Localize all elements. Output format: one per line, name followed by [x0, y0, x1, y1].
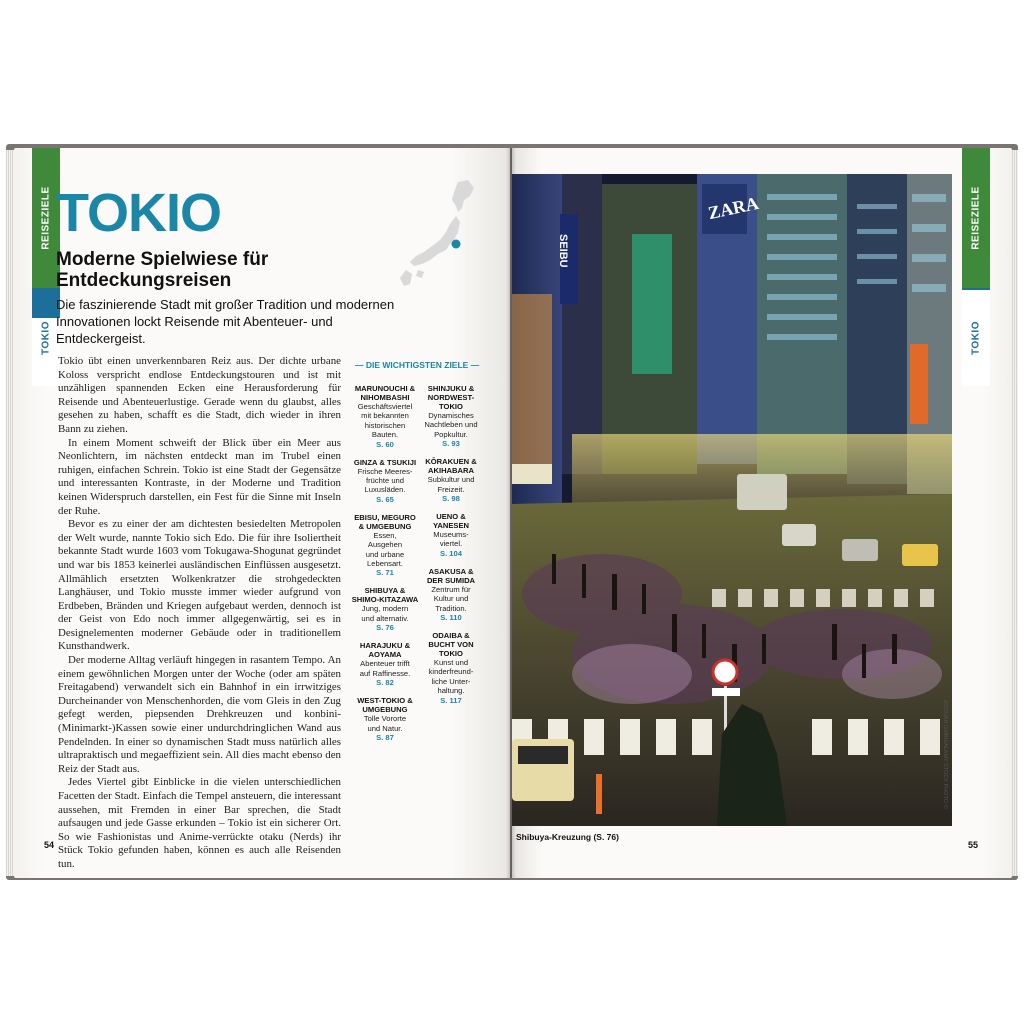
page-edges-left [6, 150, 14, 876]
highlight-page-link[interactable]: S. 117 [440, 695, 462, 705]
page-number-left: 54 [44, 840, 55, 850]
paragraph: Bevor es zu einer der am dichtesten besiedelten Metropolen der Welt wurde, nannte Tokio sich Edo. Die für ihre Isoliertheit bekannte Stadt wurde 1603 vom Tokugawa-Shogunat gegründet und war bis 1853 keinerlei ausländischen Einflüssen ausgesetzt. Allmählich ersetzten Wolkenkratzer die strohgedeckten Langhäuser, und Tokio musste immer wieder aufgrund von Erdbeben, Bränden und Kriegen aufgebaut werden, dennoch ist der Geist von Edo noch immer allgegenwärtig, sei es in Designelementen moderner Gebäude oder in traditionellem Kunsthandwerk. [58, 518, 341, 653]
highlight-desc: Jung, modern und alternativ. [361, 604, 409, 623]
highlight-page-link[interactable]: S. 60 [376, 439, 394, 449]
paragraph: In einem Moment schweift der Blick über ein Meer aus Neonlichtern, im nächsten entdeckt man im Trubel einen ruhigen, einfachen Schrein. Tokio ist eine Stadt der Gegensätze und interessanten Kontraste, in der Moderne und Tradition keinen Widerspruch darstellen, ein Fest für die Sinne mit Inseln der Ruhe. [58, 436, 341, 517]
highlight-desc: Tolle Vororte und Natur. [363, 714, 407, 733]
paragraph: Der moderne Alltag verläuft hingegen in rasantem Tempo. An einem gewöhnlichen Morgen unter der Woche (oder am späten Freitagabend) verwandelt sich ein Bahnhof in ein irrwitziges Durcheinander von Menschenhorden, die vom Gleis in den Zug gefegt werden, piepsenden Drehkreuzen und konbini-(Minimarkt-)Kassen sowie einer undurchdringlichen Wand aus Pendelnden. In einer so dynamischen Stadt muss natürlich alles ultrapraktisch und megaeffizient sein. All dies macht ebenso den Reiz der Stadt aus. [58, 654, 341, 775]
highlight-name: WEST-TOKIO & UMGEBUNG [357, 696, 413, 715]
highlight-page-link[interactable]: S. 65 [376, 494, 394, 504]
highlight-entry [420, 384, 482, 449]
highlight-desc: Dynamisches Nachtleben und Popkultur. [424, 411, 478, 439]
page-title: TOKIO [56, 183, 222, 243]
highlight-desc: Geschäftsviertel mit bekannten historischen Bauten. [357, 402, 413, 440]
highlight-page-link[interactable]: S. 82 [376, 678, 394, 688]
body-text [58, 355, 341, 872]
highlight-desc: Frische Meeres- früchte und Luxusläden. [357, 466, 413, 495]
highlights-heading: — DIE WICHTIGSTEN ZIELE — [355, 360, 480, 370]
highlight-page-link[interactable]: S. 98 [442, 494, 460, 504]
paragraph: Jedes Viertel gibt Einblicke in die vielen unterschiedlichen Facetten der Stadt. Einfach die Tempel ansteuern, die interessant aussehen, mit Fremden in einer Bar sprechen, die Stadt aufsaugen und jede Gasse erkunden – Tokio ist ein sicherer Ort. So wie Fashionistas und Anime-verrückte otaku (Nerds) ihr Stück Tokio gefunden haben, können es auch alle Reisenden tun. [58, 776, 341, 870]
side-tab-label: TOKIO [970, 321, 982, 355]
highlight-name: HARAJUKU & AOYAMA [359, 641, 411, 660]
highlight-name: GINZA & TSUKIJI [353, 457, 417, 467]
page-number-right: 55 [968, 840, 979, 850]
highlight-entry [350, 384, 420, 450]
highlight-name: MARUNOUCHI & NIHOMBASHI [354, 384, 416, 402]
side-tab-label: REISEZIELE [40, 186, 52, 250]
highlight-name: ODAIBA & BUCHT VON TOKIO [428, 631, 474, 659]
highlight-desc: Museums- viertel. [433, 530, 469, 549]
highlight-desc: Kunst und kinderfreund- liche Unter- haltung. [428, 658, 474, 696]
highlight-entry [350, 586, 420, 633]
highlight-desc: Subkultur und Freizeit. [427, 475, 475, 494]
highlight-page-link[interactable]: S. 71 [376, 568, 394, 578]
highlight-page-link[interactable]: S. 110 [440, 613, 462, 623]
highlight-name: ASAKUSA & DER SUMIDA [426, 566, 476, 585]
intro-text: Die faszinierende Stadt mit großer Tradition und modernen Innovationen lockt Reisende mit Abenteuer- und Entdeckergeist. [56, 297, 395, 346]
highlight-name: KŌRAKUEN & AKIHABARA [425, 457, 477, 476]
highlight-entry [420, 631, 482, 706]
highlight-desc: Essen, Ausgehen und urbane Lebensart. [365, 530, 405, 569]
shibuya-crossing-photo [512, 174, 952, 826]
highlight-entry [350, 513, 420, 579]
side-tab-tokio-right [962, 290, 990, 386]
paragraph: Tokio übt einen unverkennbaren Reiz aus. Der dichte urbane Koloss verspricht endlose Entdeckungstouren und ist mit unzähligen spannenden Ecken eine Herausforderung für Reisende und Abenteuerlustige. Gerade wenn du glaubst, alles gesehen zu haben, schafft es die Stadt, dich wieder in ihren Bann zu ziehen. [58, 355, 341, 435]
side-tab-label: REISEZIELE [970, 186, 982, 250]
highlight-name: EBISU, MEGURO & UMGEBUNG [354, 512, 416, 531]
side-tab-reiseziele-right [962, 148, 990, 288]
highlights-column-a [350, 384, 420, 751]
highlight-name: SHINJUKU & NORDWEST- TOKIO [427, 384, 475, 411]
zara-sign: ZARA [706, 192, 761, 224]
highlight-entry [350, 458, 420, 505]
highlight-page-link[interactable]: S. 104 [440, 548, 462, 558]
highlight-entry [350, 641, 420, 688]
photo-caption: Shibuya-Kreuzung (S. 76) [516, 832, 619, 842]
seibu-sign: SEIBU [557, 234, 569, 268]
highlight-desc: Abenteuer trifft auf Raffinesse. [359, 659, 411, 678]
highlight-entry [420, 512, 482, 559]
highlight-desc: Zentrum für Kultur und Tradition. [431, 584, 471, 613]
highlight-entry [420, 567, 482, 623]
highlight-page-link[interactable]: S. 87 [376, 732, 394, 742]
highlight-entry [350, 696, 420, 743]
japan-map-icon [398, 178, 478, 308]
highlight-name: UENO & YANESEN [432, 512, 469, 531]
page-subtitle: Moderne Spielwiese für Entdeckungsreisen [56, 249, 269, 291]
highlight-page-link[interactable]: S. 93 [442, 439, 460, 449]
highlight-name: SHIBUYA & SHIMO-KITAZAWA [351, 586, 419, 605]
photo-credit: ZOONAR GMBH/ALAMY STOCK PHOTO © [942, 700, 948, 809]
highlight-page-link[interactable]: S. 76 [376, 623, 394, 633]
side-tab-label: TOKIO [40, 321, 52, 355]
page-edges-right [1011, 150, 1018, 876]
highlights-column-b [420, 384, 482, 714]
city-scene-illustration [512, 174, 952, 826]
highlight-entry [420, 457, 482, 504]
